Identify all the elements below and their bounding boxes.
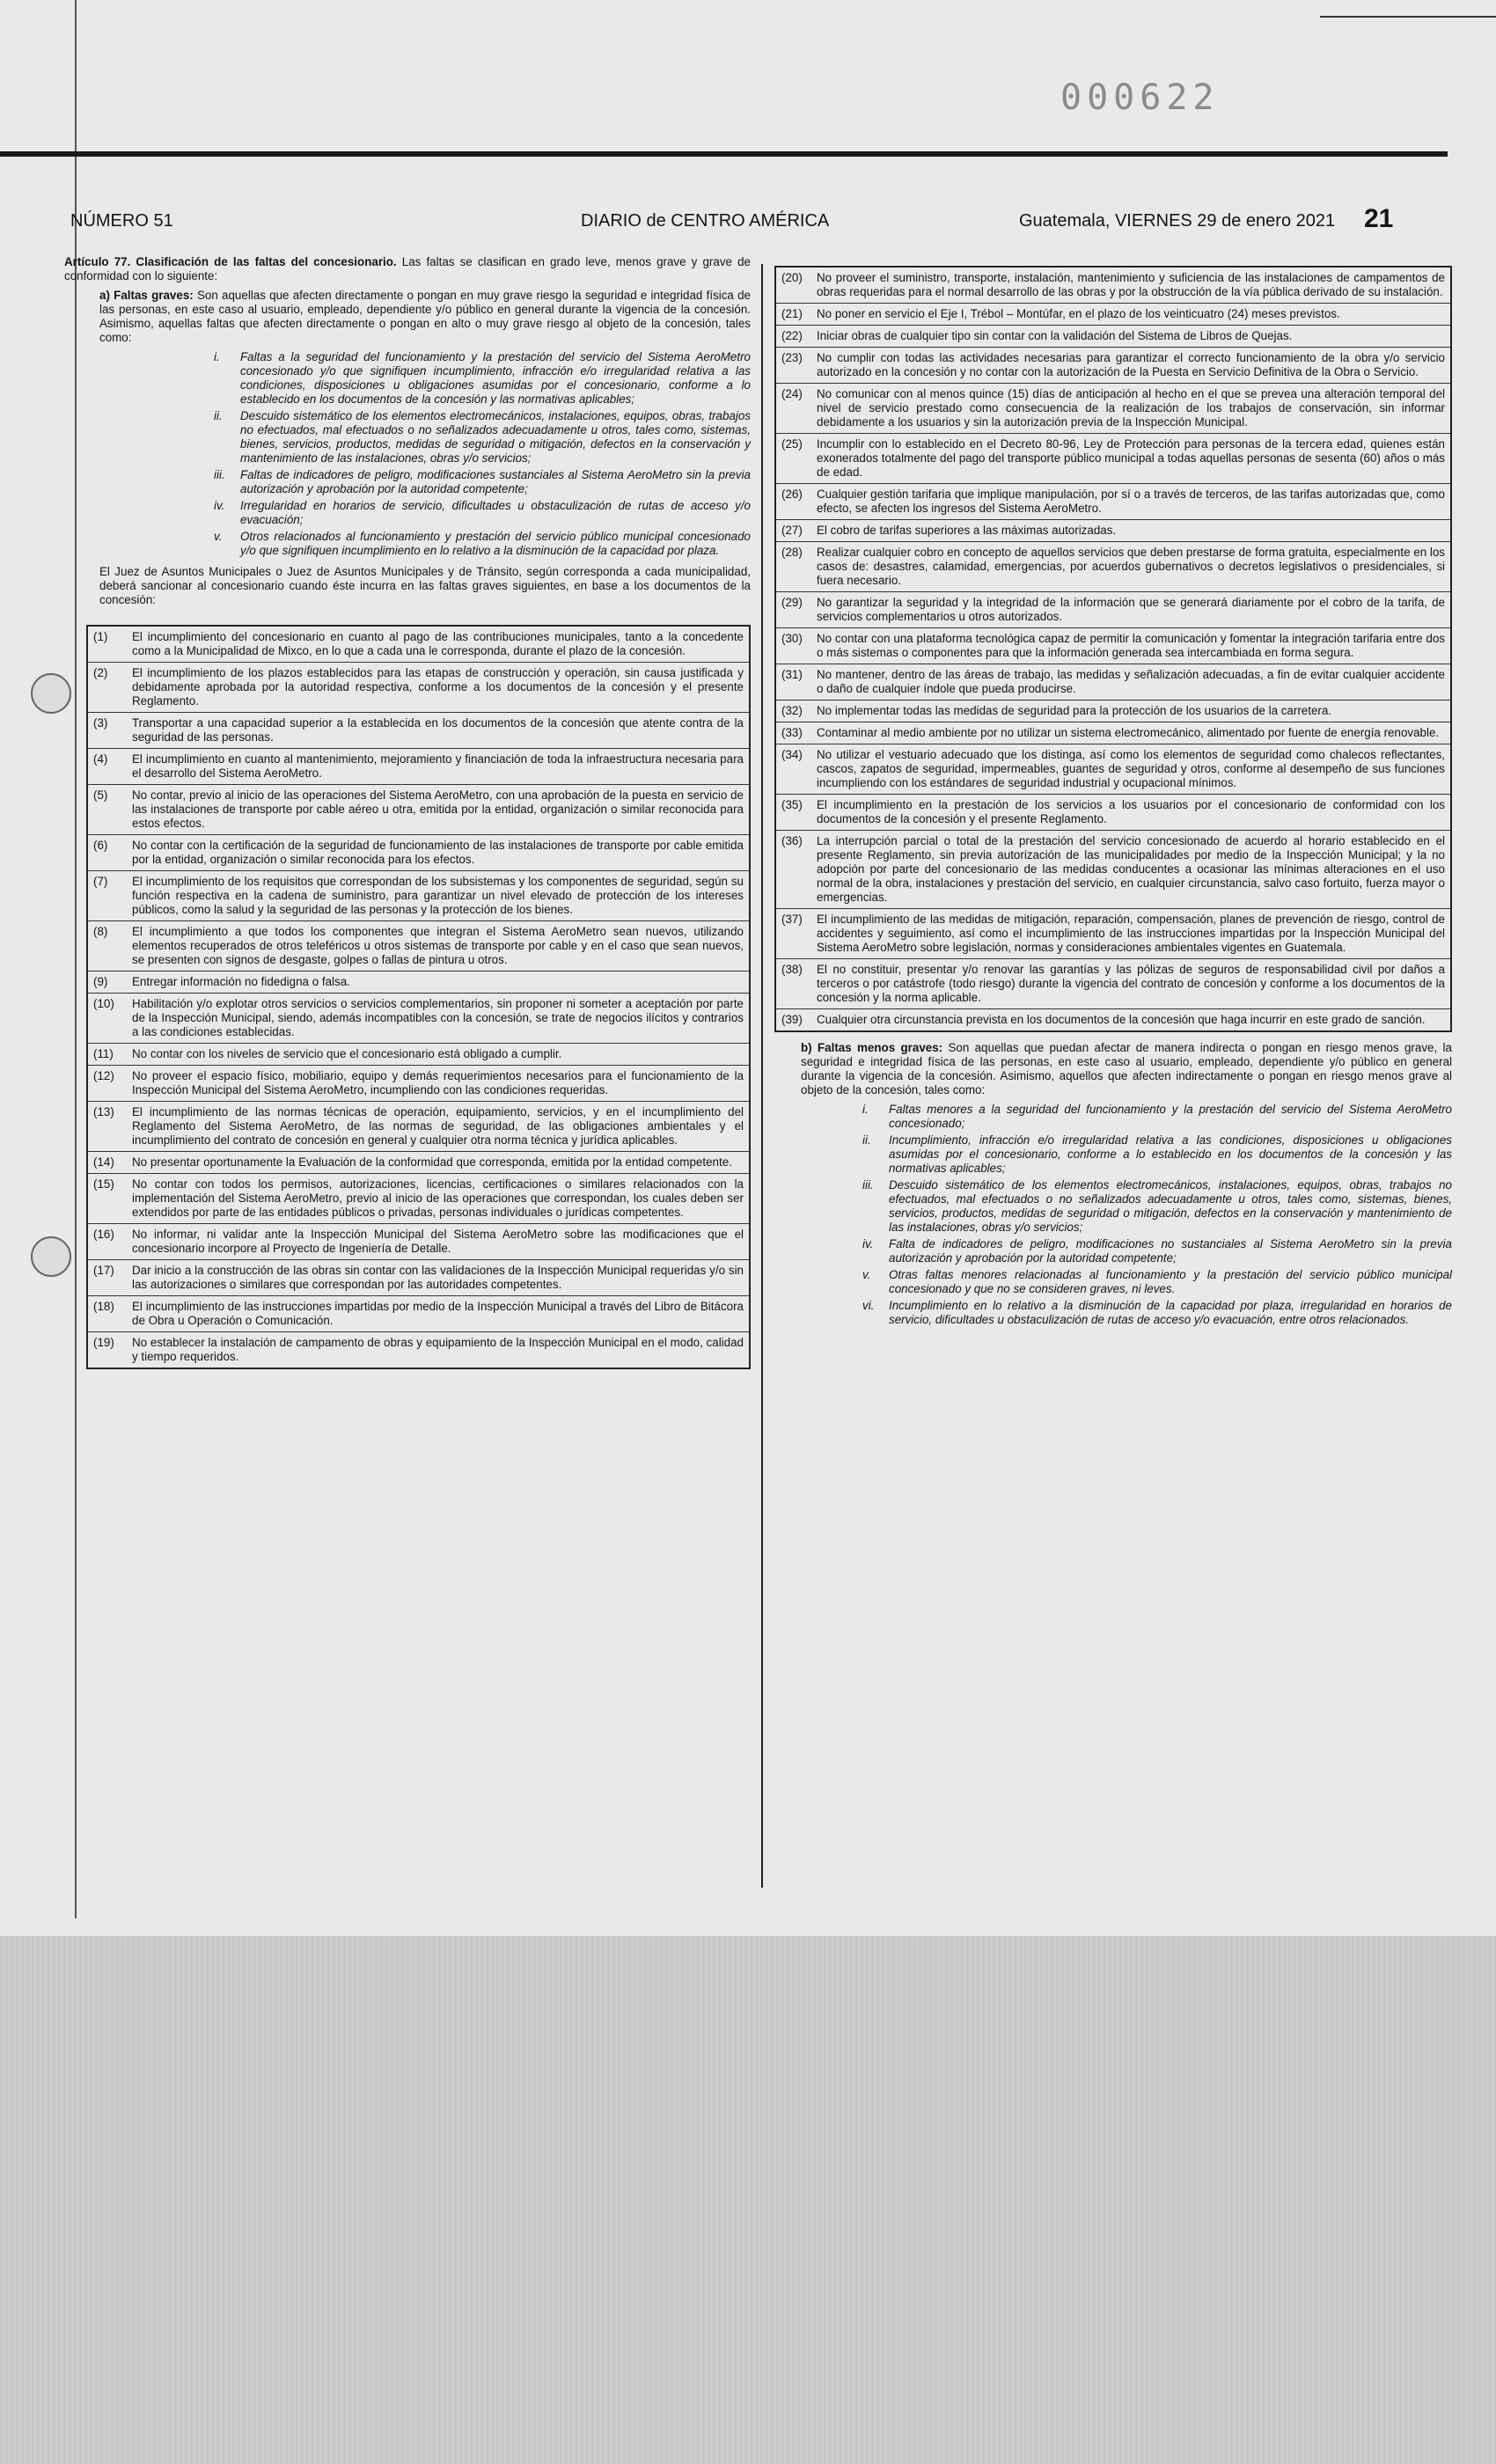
roman-item-text: Falta de indicadores de peligro, modificaciones no sustanciales al Sistema AeroMetro sin la previa autorización y aprobación por la autoridad competente; [889, 1237, 1452, 1265]
numbered-item [776, 592, 1450, 628]
numbered-item [776, 628, 1450, 664]
item-number: (38) [781, 963, 803, 976]
item-text: No contar con todos los permisos, autorizaciones, licencias, certificaciones o similares relacionados con la implementación del Sistema AeroMetro, previo al inicio de las operaciones que correspondan, los cuales deben ser extendidos por parte de las entidades públicos o privadas, personas individuales o jurídicas competentes. [132, 1177, 744, 1219]
item-number: (3) [93, 716, 108, 730]
item-number: (32) [781, 704, 803, 717]
grave-items-box-left [86, 625, 751, 1369]
roman-list-item [214, 468, 751, 496]
newspaper-header [35, 204, 1408, 238]
item-text: El no constituir, presentar y/o renovar las garantías y las pólizas de seguros de responsabilidad civil por daños a terceros o por catástrofe (todo riesgo) durante la vigencia del contrato de concesión y conforme a los documentos de la concesión y la norma aplicable. [817, 963, 1445, 1004]
item-number: (19) [93, 1336, 114, 1349]
item-number: (27) [781, 524, 803, 537]
column-divider [761, 264, 763, 1888]
numbered-item [776, 326, 1450, 348]
numbered-item [88, 835, 749, 871]
item-text: Incumplir con lo establecido en el Decreto 80-96, Ley de Protección para personas de la tercera edad, quienes están exonerados totalmente del pago del transporte público municipal a todas aquellas personas de sesenta (60) años o más de edad. [817, 437, 1445, 479]
roman-list-item [862, 1133, 1452, 1176]
item-text: No establecer la instalación de campamento de obras y equipamiento de la Inspección Municipal en el modo, calidad y tiempo requeridos. [132, 1336, 744, 1363]
numbered-item [776, 1009, 1450, 1030]
numbered-item [88, 663, 749, 713]
item-text: Transportar a una capacidad superior a la establecida en los documentos de la concesión que atente contra de la seguridad de las personas. [132, 716, 744, 744]
numbered-item [88, 921, 749, 972]
item-text: Contaminar al medio ambiente por no utilizar un sistema electromecánico, alimentado por fuente de energía renovable. [817, 726, 1440, 739]
grave-items-box-right [774, 266, 1452, 1032]
scanner-background [0, 1936, 1496, 2464]
item-text: No informar, ni validar ante la Inspección Municipal del Sistema AeroMetro sobre las modificaciones que el concesionario incorpore al Proyecto de Ingeniería de Detalle. [132, 1228, 744, 1255]
roman-item-text: Faltas menores a la seguridad del funcionamiento y la prestación del servicio del Sistema AeroMetro concesionado; [889, 1103, 1452, 1130]
numbered-item [776, 348, 1450, 384]
numbered-item [776, 268, 1450, 304]
roman-numeral: v. [214, 530, 223, 543]
roman-list-item [214, 350, 751, 407]
item-number: (10) [93, 997, 114, 1010]
roman-numeral: ii. [862, 1133, 871, 1147]
item-number: (13) [93, 1105, 114, 1118]
roman-list-item [214, 409, 751, 466]
item-text: Cualquier gestión tarifaria que implique manipulación, por sí o a través de terceros, de las tarifas autorizadas que, como efecto, se afecten los ingresos del Sistema AeroMetro. [817, 488, 1445, 515]
item-text: No implementar todas las medidas de seguridad para la protección de los usuarios de la carretera. [817, 704, 1332, 717]
roman-list-item [214, 530, 751, 558]
roman-item-text: Otras faltas menores relacionadas al funcionamiento y la prestación del servicio público municipal concesionado y que no se consideren graves, ni leves. [889, 1268, 1452, 1295]
item-number: (17) [93, 1264, 114, 1277]
numbered-item [88, 994, 749, 1044]
item-text: El cobro de tarifas superiores a las máximas autorizadas. [817, 524, 1117, 537]
numbered-item [88, 1174, 749, 1224]
item-text: No contar con los niveles de servicio que el concesionario está obligado a cumplir. [132, 1047, 562, 1060]
item-text: Habilitación y/o explotar otros servicios o servicios complementarios, sin proponer ni someter a aceptación por parte de la Inspección Municipal, siendo, además incompatibles con la concesión, se trate de negocios ilícitos y contrarios a las condiciones establecidas. [132, 997, 744, 1038]
roman-item-text: Incumplimiento, infracción e/o irregularidad relativa a las condiciones, disposiciones u obligaciones asumidas por el concesionario, conforme a lo establecido en los documentos de la concesión y las normativas aplicables; [889, 1133, 1452, 1175]
header-top-rule [0, 151, 1448, 157]
numbered-item [88, 1224, 749, 1260]
item-text: El incumplimiento a que todos los componentes que integran el Sistema AeroMetro sean nuevos, utilizando elementos recuperados de otros teleféricos u otros sistemas de transporte por cable y en el caso que sean nuevos, se presenten con signos de desgaste, golpes o fallas de pintura u otros. [132, 925, 744, 966]
item-text: El incumplimiento de los plazos establecidos para las etapas de construcción y operación, sin causa justificada y debidamente aprobada por la autoridad respectiva, conforme a los documentos de la concesión y el presente Reglamento. [132, 666, 744, 708]
item-number: (29) [781, 596, 803, 609]
faltas-graves-list [64, 350, 751, 558]
roman-item-text: Otros relacionados al funcionamiento y prestación del servicio público municipal concesionado y/o que signifiquen incumplimiento en lo relativo a la disminución de la capacidad por plaza. [240, 530, 751, 557]
item-text: Iniciar obras de cualquier tipo sin contar con la validación del Sistema de Libros de Quejas. [817, 329, 1293, 342]
numbered-item [88, 1296, 749, 1332]
numbered-item [88, 713, 749, 749]
item-text: No contar con una plataforma tecnológica capaz de permitir la comunicación y fomentar la integración tarifaria entre dos o más sistemas o componentes para que la información generada sea intercambiada en forma segura. [817, 632, 1445, 659]
item-text: El incumplimiento en la prestación de los servicios a los usuarios por el concesionario de conformidad con los documentos de la concesión y el presente Reglamento. [817, 798, 1445, 825]
folio-stamp: 000622 [1060, 77, 1220, 118]
item-text: No comunicar con al menos quince (15) días de anticipación al hecho en el que se prevea una alteración temporal del nivel de servicio prestado como consecuencia de la realización de los trabajos de conservación, sin informar debidamente a los usuarios y sin la autorización previa de la Inspección Municipal. [817, 387, 1445, 429]
numbered-item [88, 785, 749, 835]
roman-list-item [214, 499, 751, 527]
item-text: El incumplimiento de las medidas de mitigación, reparación, compensación, planes de prevención de riesgo, control de accidentes y seguimiento, así como el incumplimiento de las instrucciones impartidas por la Inspección Municipal del Sistema AeroMetro sobre legislación, normas y consideraciones ambientales vigentes en Guatemala. [817, 913, 1445, 954]
item-number: (37) [781, 913, 803, 926]
item-number: (25) [781, 437, 803, 451]
roman-numeral: ii. [214, 409, 223, 422]
item-number: (9) [93, 975, 108, 988]
item-text: El incumplimiento de las normas técnicas de operación, equipamiento, servicios, y en el incumplimiento del Reglamento del Sistema AeroMetro, de las normas de seguridad, de las obligaciones ambientales y el incumplimiento del contrato de concesión en general y cualquier otra norma técnica y jurídica aplicables. [132, 1105, 744, 1147]
faltas-menos-graves-list [774, 1103, 1452, 1327]
roman-numeral: vi. [862, 1299, 875, 1312]
numbered-item [88, 1066, 749, 1102]
item-number: (31) [781, 668, 803, 681]
item-number: (23) [781, 351, 803, 364]
numbered-item [88, 972, 749, 994]
item-text: No utilizar el vestuario adecuado que los distinga, así como los elementos de seguridad como chalecos reflectantes, cascos, zapatos de seguridad, impermeables, guantes de seguridad y otros, conforme al desempeño de sus funciones incumpliendo con los estándares de seguridad industrial y ocupacional mínimos. [817, 748, 1445, 789]
numbered-item [88, 1044, 749, 1066]
item-text: El incumplimiento del concesionario en cuanto al pago de las contribuciones municipales, tanto a la concedente como a la Municipalidad de Mixco, en lo que a cada una le corresponda, durante el plazo de la concesión. [132, 630, 744, 657]
item-number: (1) [93, 630, 108, 643]
item-text: No proveer el espacio físico, mobiliario, equipo y demás requerimientos necesarios para el funcionamiento de la Inspección Municipal del Sistema AeroMetro, incumpliendo con las condiciones requeridas. [132, 1069, 744, 1096]
roman-item-text: Descuido sistemático de los elementos electromecánicos, instalaciones, equipos, obras, trabajos no efectuados, mal efectuados o no señalizados adecuadamente u otros, tales como, sistemas, bienes, servicios, productos, medidas de seguridad o mitigación, defectos en la conservación y mantenimiento de las instalaciones, obras y/o servicios; [889, 1178, 1452, 1234]
item-number: (35) [781, 798, 803, 811]
roman-numeral: v. [862, 1268, 871, 1281]
numbered-item [776, 831, 1450, 909]
article-heading: Artículo 77. Clasificación de las faltas del concesionario. [64, 255, 397, 268]
item-number: (15) [93, 1177, 114, 1191]
item-number: (2) [93, 666, 108, 679]
item-text: El incumplimiento en cuanto al mantenimiento, mejoramiento y financiación de toda la infraestructura necesaria para el desarrollo del Sistema AeroMetro. [132, 752, 744, 780]
numbered-item [88, 1152, 749, 1174]
item-number: (26) [781, 488, 803, 501]
issue-number: NÚMERO 51 [70, 211, 173, 231]
item-number: (12) [93, 1069, 114, 1082]
numbered-item [88, 1102, 749, 1152]
item-text: Dar inicio a la construcción de las obras sin contar con las validaciones de la Inspección Municipal requeridas y/o sin las autorizaciones o similares que correspondan por las autoridades competentes. [132, 1264, 744, 1291]
roman-numeral: iii. [862, 1178, 874, 1192]
item-number: (24) [781, 387, 803, 400]
right-column [774, 266, 1452, 1330]
roman-numeral: iv. [862, 1237, 874, 1250]
item-number: (14) [93, 1155, 114, 1169]
roman-list-item [862, 1237, 1452, 1265]
item-text: Cualquier otra circunstancia prevista en los documentos de la concesión que haga incurrir en este grado de sanción. [817, 1013, 1426, 1026]
numbered-item [776, 542, 1450, 592]
roman-item-text: Incumplimiento en lo relativo a la disminución de la capacidad por plaza, irregularidad en horarios de servicio, dificultades u obstaculización de rutas de acceso y/o evacuación, entre otros relacionados. [889, 1299, 1452, 1326]
numbered-item [776, 664, 1450, 700]
numbered-item [88, 627, 749, 663]
numbered-item [776, 959, 1450, 1009]
numbered-item [776, 744, 1450, 795]
item-number: (39) [781, 1013, 803, 1026]
item-number: (6) [93, 839, 108, 852]
newspaper-title: DIARIO de CENTRO AMÉRICA [581, 211, 830, 231]
judge-paragraph: El Juez de Asuntos Municipales o Juez de Asuntos Municipales y de Tránsito, según corresponda a cada municipalidad, deberá sancionar al concesionario cuando éste incurra en las faltas graves siguientes, en base a los documentos de la concesión: [99, 565, 751, 606]
item-text: La interrupción parcial o total de la prestación del servicio concesionado de acuerdo al horario establecido en el presente Reglamento, sin previa autorización de las municipalidades por medio de la Inspección Municipal; y la no adopción por parte del concesionario de las medidas conducentes a ocasionar las mínimas alteraciones en el uso normal de la obra, instalaciones y prestación del servicio, en cualquier circunstancia, salvo caso fortuito, fuerza mayor o emergencias. [817, 834, 1445, 904]
item-text: El incumplimiento de los requisitos que correspondan de los subsistemas y los componentes de seguridad, según su función respectiva en la cadena de suministro, para garantizar un nivel elevado de protección de los intereses públicos, como la salud y la seguridad de las personas y la protección de los bienes. [132, 875, 744, 916]
item-text: No garantizar la seguridad y la integridad de la información que se generará diariamente por el cobro de la tarifa, de servicios complementarios u otros autorizados. [817, 596, 1445, 623]
numbered-item [88, 1332, 749, 1368]
item-text: El incumplimiento de las instrucciones impartidas por medio de la Inspección Municipal a través del Libro de Bitácora de Obra u Operación o Comunicación. [132, 1300, 744, 1327]
roman-list-item [862, 1103, 1452, 1131]
roman-numeral: iv. [214, 499, 225, 512]
roman-list-item [862, 1178, 1452, 1235]
item-number: (22) [781, 329, 803, 342]
roman-numeral: i. [862, 1103, 869, 1116]
item-number: (33) [781, 726, 803, 739]
item-number: (30) [781, 632, 803, 645]
roman-numeral: iii. [214, 468, 225, 481]
faltas-menos-graves-paragraph: b) Faltas menos graves: Son aquellas que puedan afectar de manera indirecta o pongan en riesgo menos grave, la seguridad e integridad física de las personas, en este caso al usuario, empleado, dependiente y/o público en general durante la vigencia de la concesión. Asimismo, aquellos que afecten indirectamente o pongan en riesgo menos grave al objeto de la concesión, tales como: [801, 1041, 1452, 1096]
item-number: (18) [93, 1300, 114, 1313]
item-number: (7) [93, 875, 108, 888]
item-text: No presentar oportunamente la Evaluación de la conformidad que corresponda, emitida por la entidad competente. [132, 1155, 732, 1169]
roman-list-item [862, 1268, 1452, 1296]
numbered-item [776, 795, 1450, 831]
item-text: Realizar cualquier cobro en concepto de aquellos servicios que deben prestarse de forma gratuita, especialmente en los casos de: desastres, calamidad, emergencias, por acuerdos gubernativos o decretos legislativos o presidenciales, si fuera necesario. [817, 546, 1445, 587]
numbered-item [88, 871, 749, 921]
item-text: No cumplir con todas las actividades necesarias para garantizar el correcto funcionamiento de la obra y/o servicio autorizado en la concesión y no contar con la autorización de la Puesta en Servicio Definitiva de la Obra o Servicio. [817, 351, 1445, 378]
item-number: (4) [93, 752, 108, 766]
numbered-item [88, 749, 749, 785]
roman-item-text: Faltas de indicadores de peligro, modificaciones sustanciales al Sistema AeroMetro sin la previa autorización y aprobación por la autoridad competente; [240, 468, 751, 495]
item-text: No proveer el suministro, transporte, instalación, mantenimiento y suficiencia de las instalaciones de campamentos de obras requeridas para el normal desarrollo de las obras y por la obstrucción de la vía pública derivado de su instalación. [817, 271, 1445, 298]
numbered-item [776, 700, 1450, 722]
numbered-item [776, 384, 1450, 434]
item-number: (36) [781, 834, 803, 847]
roman-list-item [862, 1299, 1452, 1327]
item-number: (20) [781, 271, 803, 284]
item-number: (28) [781, 546, 803, 559]
item-number: (21) [781, 307, 803, 320]
numbered-item [776, 722, 1450, 744]
left-column [64, 255, 751, 1369]
item-number: (16) [93, 1228, 114, 1241]
roman-item-text: Faltas a la seguridad del funcionamiento y la prestación del servicio del Sistema AeroMetro concesionado y/o que signifiquen incumplimiento, infracción e/o irregularidad relativa a las condiciones, disposiciones u obligaciones asumidas por el concesionario, conforme a lo establecido en los documentos de la concesión y las normativas aplicables; [240, 350, 751, 406]
item-number: (8) [93, 925, 108, 938]
numbered-item [776, 909, 1450, 959]
item-text: Entregar información no fidedigna o falsa. [132, 975, 350, 988]
numbered-item [88, 1260, 749, 1296]
page-number: 21 [1364, 204, 1394, 233]
numbered-item [776, 520, 1450, 542]
numbered-item [776, 304, 1450, 326]
item-text: No contar, previo al inicio de las operaciones del Sistema AeroMetro, con una aprobación de la puesta en servicio de las instalaciones de transporte por cable aéreo u otra, emitida por la entidad, organización o similar reconocida para estos efectos. [132, 788, 744, 830]
top-right-rule [1320, 16, 1496, 18]
item-number: (5) [93, 788, 108, 802]
item-text: No mantener, dentro de las áreas de trabajo, las medidas y señalización adecuadas, a fin de evitar cualquier accidente o daño de cualquier índole que pueda producirse. [817, 668, 1445, 695]
numbered-item [776, 434, 1450, 484]
roman-item-text: Irregularidad en horarios de servicio, dificultades u obstaculización de rutas de acceso y/o evacuación; [240, 499, 751, 526]
item-number: (34) [781, 748, 803, 761]
article-intro: Artículo 77. Clasificación de las faltas del concesionario. Las faltas se clasifican en grado leve, menos grave y grave de conformidad con lo siguiente: [64, 255, 751, 282]
item-text: No contar con la certificación de la seguridad de funcionamiento de las instalaciones de transporte por cable emitida por la entidad, organización o similar reconocida para los efectos. [132, 839, 744, 866]
item-text: No poner en servicio el Eje I, Trébol – Montúfar, en el plazo de los veinticuatro (24) meses previstos. [817, 307, 1340, 320]
numbered-item [776, 484, 1450, 520]
roman-item-text: Descuido sistemático de los elementos electromecánicos, instalaciones, equipos, obras, trabajos no efectuados, mal efectuados o no señalizados adecuadamente u otros, tales como, sistemas, bienes, servicios, productos, medidas de seguridad o mitigación, defectos en la conservación y mantenimiento de las instalaciones, obras y/o servicios; [240, 409, 751, 465]
faltas-graves-paragraph: a) Faltas graves: Son aquellas que afecten directamente o pongan en muy grave riesgo la seguridad e integridad física de las personas, en este caso al usuario, empleado, dependiente y/o público en general durante la vigencia de la concesión. Asimismo, aquellas faltas que afecten directamente o pongan en alto o muy grave riesgo al objeto de la concesión, tales como: [99, 289, 751, 344]
item-number: (11) [93, 1047, 114, 1060]
issue-date: Guatemala, VIERNES 29 de enero 2021 [1019, 211, 1336, 231]
roman-numeral: i. [214, 350, 220, 363]
